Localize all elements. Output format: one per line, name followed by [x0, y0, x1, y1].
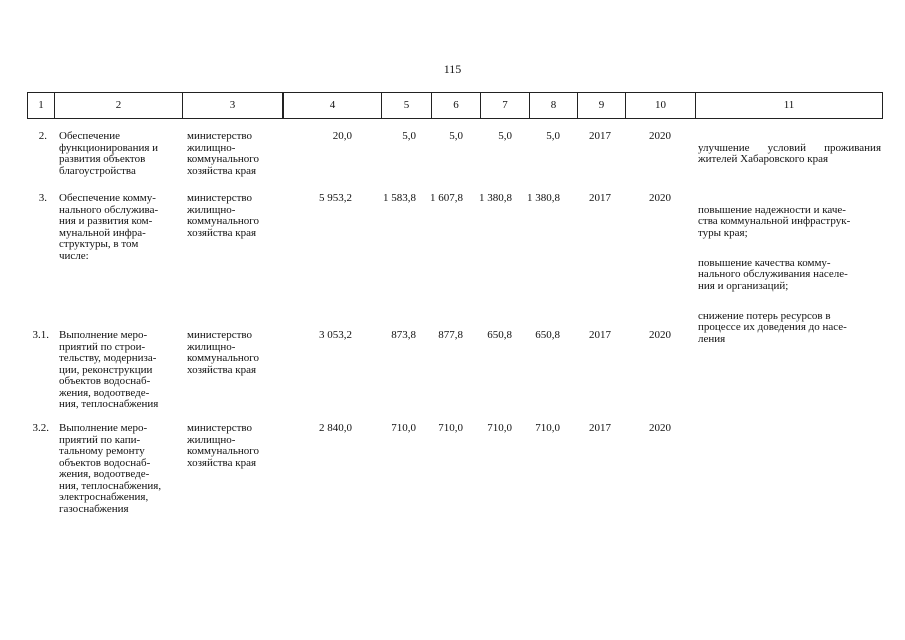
amount-year-2: 710,0 [438, 422, 463, 434]
end-year: 2020 [649, 329, 671, 341]
row-number: 3.1. [32, 329, 49, 341]
total-amount: 5 953,2 [319, 192, 352, 204]
header-col-5: 5 [382, 93, 432, 118]
row-number: 3. [38, 192, 47, 204]
end-year: 2020 [649, 422, 671, 434]
header-col-7: 7 [481, 93, 530, 118]
total-amount: 2 840,0 [319, 422, 352, 434]
expected-results [698, 193, 881, 364]
measure-name: Обеспечение функционирования и развития объектов благоустройства [59, 130, 159, 177]
amount-year-4: 1 380,8 [527, 192, 560, 204]
amount-year-4: 650,8 [535, 329, 560, 341]
amount-year-3: 5,0 [498, 130, 512, 142]
table-header [27, 92, 883, 119]
amount-year-4: 710,0 [535, 422, 560, 434]
start-year: 2017 [589, 422, 611, 434]
result-item: улучшение условий проживания жителей Хабаровского края [698, 141, 881, 165]
amount-year-3: 710,0 [487, 422, 512, 434]
row-number: 2. [38, 130, 47, 142]
result-item: повышение качества комму- нального обслуживания населе- ния и организаций; [698, 256, 848, 292]
amount-year-4: 5,0 [546, 130, 560, 142]
total-amount: 3 053,2 [319, 329, 352, 341]
executor: министерство жилищно- коммунального хозяйства края [187, 329, 259, 376]
start-year: 2017 [589, 130, 611, 142]
amount-year-1: 873,8 [391, 329, 416, 341]
amount-year-1: 710,0 [391, 422, 416, 434]
executor: министерство жилищно- коммунального хозяйства края [187, 130, 259, 177]
measure-name: Выполнение меро- приятий по строи- тельству, модерниза- ции, реконструкции объектов водоснаб- жения, водоотведе- ния, теплоснабжения [59, 329, 159, 410]
amount-year-2: 1 607,8 [430, 192, 463, 204]
total-amount: 20,0 [332, 130, 352, 142]
amount-year-2: 5,0 [449, 130, 463, 142]
amount-year-2: 877,8 [438, 329, 463, 341]
header-col-10: 10 [626, 93, 696, 118]
result-item: повышение надежности и каче- ства коммунальной инфраструк- туры края; [698, 203, 851, 239]
result-item: снижение потерь ресурсов в процессе их доведения до насе- ления [698, 309, 847, 345]
header-col-9: 9 [578, 93, 626, 118]
row-number: 3.2. [32, 422, 49, 434]
start-year: 2017 [589, 329, 611, 341]
header-col-8: 8 [530, 93, 578, 118]
amount-year-3: 650,8 [487, 329, 512, 341]
start-year: 2017 [589, 192, 611, 204]
amount-year-1: 1 583,8 [383, 192, 416, 204]
header-col-6: 6 [432, 93, 481, 118]
page-number: 115 [443, 62, 462, 76]
expected-results [698, 131, 881, 184]
header-col-2: 2 [55, 93, 183, 118]
amount-year-1: 5,0 [402, 130, 416, 142]
header-col-4: 4 [284, 93, 382, 118]
measure-name: Обеспечение комму- нального обслужива- ния и развития ком- мунальной инфра- структуры, в том числе: [59, 192, 159, 262]
end-year: 2020 [649, 130, 671, 142]
amount-year-3: 1 380,8 [479, 192, 512, 204]
header-col-3: 3 [183, 93, 284, 118]
executor: министерство жилищно- коммунального хозяйства края [187, 192, 259, 239]
measure-name: Выполнение меро- приятий по капи- тальному ремонту объектов водоснаб- жения, водоотведе- ния, теплоснабжения, электроснабжения, газоснабжения [59, 422, 162, 515]
header-col-11: 11 [783, 99, 795, 111]
executor: министерство жилищно- коммунального хозяйства края [187, 422, 259, 469]
end-year: 2020 [649, 192, 671, 204]
header-col-1: 1 [28, 93, 55, 118]
